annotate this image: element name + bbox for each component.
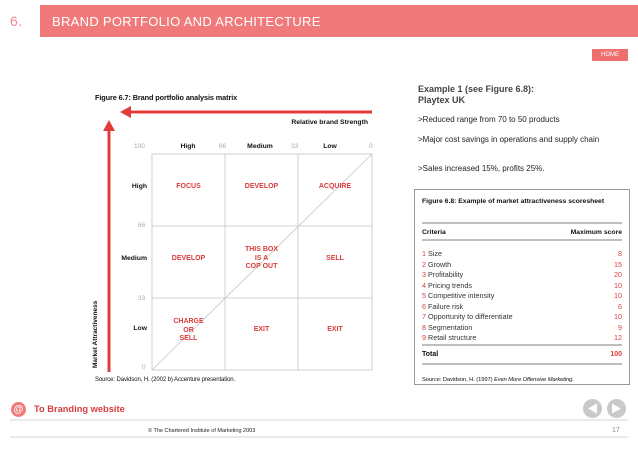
criteria-row: 7 Opportunity to differentiate [422, 312, 513, 321]
col-criteria-header: Criteria [422, 229, 446, 236]
score-cell: 10 [614, 291, 622, 300]
cell-develop-top: DEVELOP [244, 183, 279, 190]
cell-cop-out: THIS BOX IS A COP OUT [244, 246, 279, 270]
criteria-row: 1 Size [422, 249, 442, 258]
cell-sell: SELL [326, 255, 344, 262]
page-number: 17 [612, 427, 620, 434]
score-cell: 20 [614, 270, 622, 279]
cell-acquire: ACQUIRE [318, 183, 352, 190]
row-label-medium: Medium [121, 255, 147, 262]
example-title-line2: Playtex UK [418, 95, 466, 105]
example-bullet-3: >Sales increased 15%, profits 25%. [418, 164, 545, 173]
y-axis-label: Market Attractiveness [92, 300, 99, 368]
example-bullet-2: >Major cost savings in operations and supply chain [418, 135, 600, 144]
col-scale-2: 33 [291, 143, 299, 150]
arrow-right-icon [611, 403, 622, 414]
criteria-row: 9 Retail structure [422, 333, 477, 342]
score-cell: 12 [614, 333, 622, 342]
score-cell: 10 [614, 281, 622, 290]
criteria-row: 6 Failure risk [422, 302, 464, 311]
score-cell: 6 [618, 302, 622, 311]
criteria-row: 2 Growth [422, 260, 452, 269]
col-scale-0: 100 [134, 143, 145, 150]
total-value: 100 [610, 351, 622, 358]
figure-6-8-title: Figure 6.8: Example of market attractiveness scoresheet [422, 198, 605, 205]
cell-charge-or-sell: CHARGE OR SELL [173, 318, 204, 342]
example-title-line1: Example 1 (see Figure 6.8): [418, 84, 535, 94]
col-scale-3: 0 [369, 143, 373, 150]
cell-exit-middle: EXIT [253, 326, 270, 333]
row-scale-1: 66 [138, 222, 146, 229]
copyright-text: © The Chartered Institute of Marketing 2003 [148, 428, 256, 434]
total-label: Total [422, 351, 439, 358]
branding-logo-icon[interactable]: @ [11, 402, 26, 417]
cell-focus: FOCUS [176, 183, 201, 190]
figure-6-8-source: Source: Davidson, H. (1997) Even More Offensive Marketing. [422, 377, 574, 383]
row-label-high: High [131, 183, 147, 190]
col-label-high: High [180, 143, 196, 150]
col-label-medium: Medium [247, 143, 273, 150]
figure-6-7-title: Figure 6.7: Brand portfolio analysis matrix [95, 93, 238, 102]
col-score-header: Maximum score [570, 229, 622, 236]
page-title: BRAND PORTFOLIO AND ARCHITECTURE [52, 14, 321, 29]
next-button[interactable] [607, 399, 626, 418]
example-bullet-1: >Reduced range from 70 to 50 products [418, 115, 560, 124]
figure-6-7-source: Source: Davidson, H. (2002 b) Accenture presentation. [95, 377, 236, 383]
score-cell: 10 [614, 312, 622, 321]
section-number: 6. [10, 13, 23, 29]
arrow-left-icon [587, 403, 598, 414]
row-scale-2: 33 [138, 295, 146, 302]
score-cell: 15 [614, 260, 622, 269]
row-scale-3: 0 [142, 364, 146, 371]
home-button[interactable]: HOME [592, 49, 628, 61]
criteria-row: 8 Segmentation [422, 323, 473, 332]
to-branding-website-link[interactable]: To Branding website [34, 404, 125, 414]
previous-button[interactable] [583, 399, 602, 418]
criteria-row: 3 Profitability [422, 270, 464, 279]
x-axis-label: Relative brand Strength [291, 119, 368, 126]
score-cell: 8 [618, 249, 622, 258]
col-scale-1: 66 [219, 143, 227, 150]
col-label-low: Low [323, 143, 337, 150]
cell-exit-right: EXIT [327, 326, 343, 333]
criteria-row: 4 Pricing trends [422, 281, 472, 290]
score-cell: 9 [618, 323, 622, 332]
cell-develop-middle: DEVELOP [171, 255, 206, 262]
row-label-low: Low [133, 325, 147, 332]
criteria-row: 5 Competitive intensity [422, 291, 495, 300]
